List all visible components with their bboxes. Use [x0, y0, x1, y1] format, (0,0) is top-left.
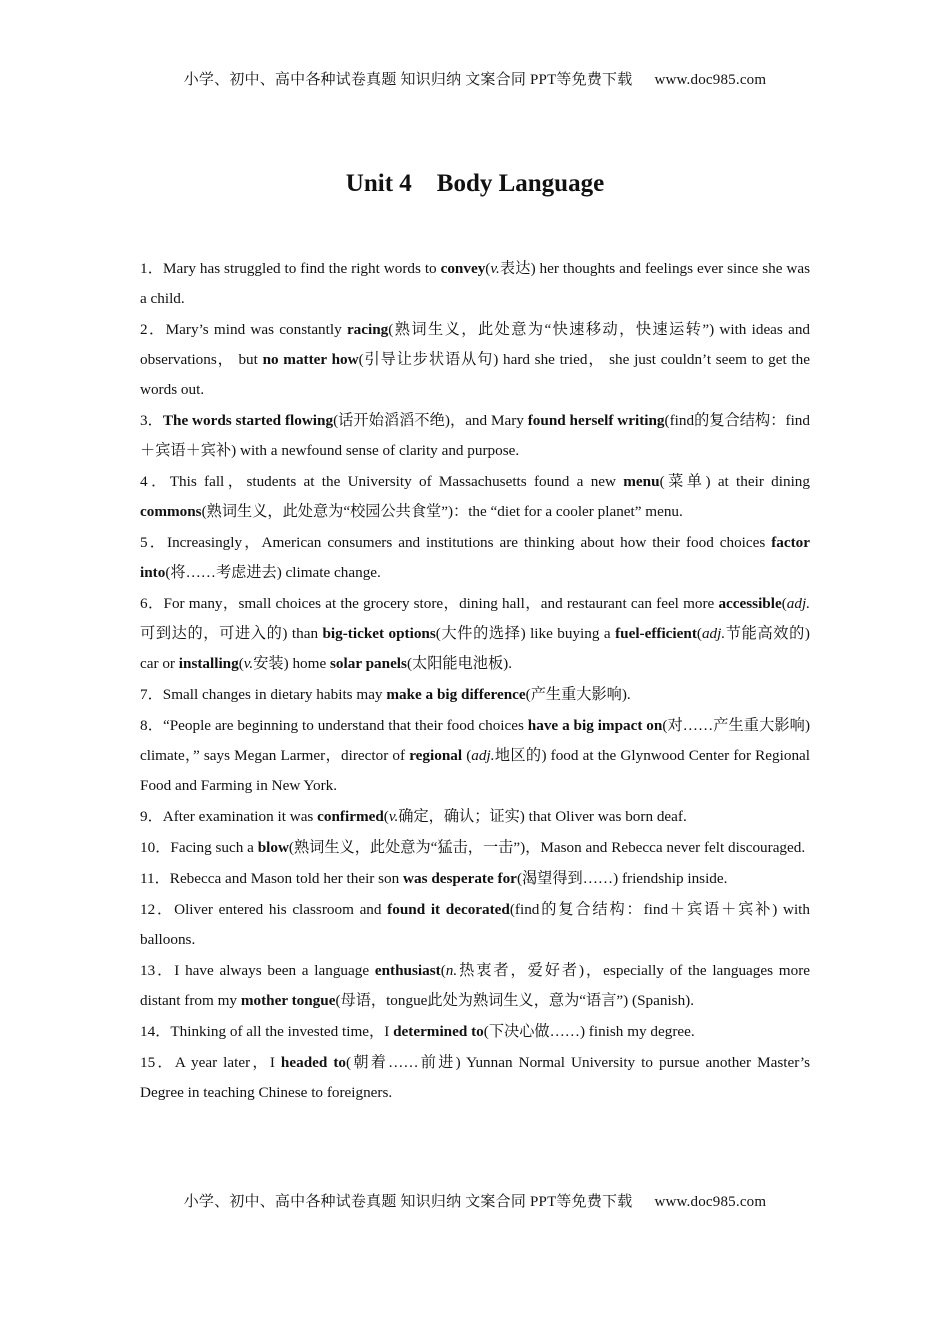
- header-site-link[interactable]: www.doc985.com: [654, 72, 767, 88]
- key-phrase: solar panels: [330, 655, 407, 672]
- sentence-item: [140, 1048, 810, 1108]
- part-of-speech: v.: [490, 260, 500, 277]
- sentence-item: [140, 1017, 810, 1047]
- sentence-text: (母语，tongue此处为熟词生义，意为“语言”) (Spanish).: [335, 992, 695, 1009]
- sentence-text: 1．Mary has struggled to find the right words to: [140, 260, 441, 277]
- key-phrase: menu: [623, 473, 660, 490]
- sentence-item: [140, 467, 810, 527]
- sentence-text: (朝着……前进) Yunnan Normal University to pursue another Master’s Degree in teaching Chinese to foreigners.: [140, 1054, 810, 1101]
- sentence-item: [140, 680, 810, 710]
- sentence-item: [140, 589, 810, 679]
- key-phrase: was desperate for: [403, 870, 517, 887]
- sentence-text: 安装) home: [253, 655, 330, 672]
- sentence-text: (产生重大影响).: [525, 686, 631, 703]
- key-phrase: racing: [346, 321, 389, 338]
- key-phrase: The words started flowing: [162, 412, 334, 429]
- sentence-text: 3．: [140, 412, 163, 429]
- sentence-text: 确定，确认；证实) that Oliver was born deaf.: [398, 808, 687, 825]
- sentence-text: (find的复合结构：find＋宾语＋宾补) with a newfound sense of clarity and purpose.: [140, 412, 810, 459]
- sentence-text: (大件的选择) like buying a: [435, 625, 616, 642]
- sentence-text: 2．Mary’s mind was constantly: [140, 321, 347, 338]
- key-phrase: no matter how: [262, 351, 359, 368]
- part-of-speech: adj.: [471, 747, 495, 764]
- key-phrase: installing: [178, 655, 239, 672]
- sentence-item: [140, 895, 810, 955]
- sentence-text: 15．A year later，I: [140, 1054, 281, 1071]
- sentence-text: 5．Increasingly，American consumers and institutions are thinking about how their food choices: [140, 534, 772, 551]
- sentence-text: (话开始滔滔不绝)，and Mary: [333, 412, 528, 429]
- sentence-text: 11．Rebecca and Mason told her their son: [140, 870, 404, 887]
- key-phrase: found it decorated: [387, 901, 510, 918]
- sentence-text: 10．Facing such a: [140, 839, 258, 856]
- key-phrase: commons: [140, 503, 202, 520]
- sentence-text: (熟词生义，此处意为“猛击，一击”)，Mason and Rebecca never felt discouraged.: [288, 839, 806, 856]
- part-of-speech: n.: [445, 962, 458, 979]
- sentence-text: 表达) her thoughts and feelings ever since she was a child.: [140, 260, 810, 307]
- sentence-text: (熟词生义，此处意为“快速移动，快速运转”) with ideas and observations， but: [140, 321, 811, 368]
- sentence-text: (find的复合结构：find＋宾语＋宾补) with balloons.: [140, 901, 810, 948]
- sentence-text: (渴望得到……) friendship inside.: [516, 870, 728, 887]
- key-phrase: found herself writing: [527, 412, 665, 429]
- sentence-item: [140, 254, 810, 314]
- sentence-item: [140, 711, 810, 801]
- key-phrase: factor into: [140, 534, 810, 581]
- sentence-text: 节能高效的) car or: [140, 625, 810, 672]
- sentence-text: 12．Oliver entered his classroom and: [140, 901, 388, 918]
- sentence-item: [140, 833, 810, 863]
- sentence-text: (: [462, 747, 472, 764]
- sentence-text: 地区的) food at the Glynwood Center for Regional Food and Farming in New York.: [140, 747, 810, 794]
- page-footer: [0, 1190, 950, 1211]
- sentence-text: (: [781, 595, 787, 612]
- footer-site-link[interactable]: www.doc985.com: [654, 1194, 767, 1210]
- sentence-text: (: [383, 808, 389, 825]
- vocabulary-list: [140, 254, 810, 1109]
- sentence-text: (熟词生义，此处意为“校园公共食堂”)：the “diet for a cooler planet” menu.: [201, 503, 683, 520]
- key-phrase: regional: [409, 747, 463, 764]
- sentence-text: (: [440, 962, 446, 979]
- part-of-speech: v.: [243, 655, 254, 672]
- sentence-text: (: [485, 260, 491, 277]
- sentence-item: [140, 802, 810, 832]
- key-phrase: blow: [257, 839, 289, 856]
- header-text: 小学、初中、高中各种试卷真题 知识归纳 文案合同 PPT等免费下载: [183, 72, 633, 88]
- key-phrase: convey: [440, 260, 486, 277]
- sentence-text: 4．This fall，students at the University of Massachusetts found a new: [140, 473, 624, 490]
- sentence-text: (: [238, 655, 244, 672]
- sentence-item: [140, 864, 810, 894]
- key-phrase: determined to: [393, 1023, 484, 1040]
- key-phrase: have a big impact on: [527, 717, 663, 734]
- sentence-item: [140, 528, 810, 588]
- sentence-text: 6．For many，small choices at the grocery store，dining hall，and restaurant can feel more: [140, 595, 719, 612]
- sentence-text: 13．I have always been a language: [140, 962, 375, 979]
- sentence-text: (引导让步状语从句) hard she tried， she just couldn’t seem to get the words out.: [140, 351, 810, 398]
- sentence-text: 热衷者，爱好者)，especially of the languages more distant from my: [140, 962, 810, 1009]
- sentence-text: (将……考虑进去) climate change.: [165, 564, 381, 581]
- sentence-text: 9．After examination it was: [140, 808, 318, 825]
- sentence-text: 可到达的，可进入的) than: [140, 625, 323, 642]
- sentence-item: [140, 406, 810, 466]
- part-of-speech: adj.: [701, 625, 726, 642]
- sentence-item: [140, 956, 810, 1016]
- key-phrase: accessible: [718, 595, 782, 612]
- sentence-text: 14．Thinking of all the invested time，I: [140, 1023, 394, 1040]
- page-header: [0, 68, 950, 89]
- sentence-text: (对……产生重大影响) climate，” says Megan Larmer，director of: [140, 717, 810, 764]
- sentence-item: [140, 315, 810, 405]
- sentence-text: (下决心做……) finish my degree.: [483, 1023, 695, 1040]
- key-phrase: enthusiast: [374, 962, 441, 979]
- footer-text: 小学、初中、高中各种试卷真题 知识归纳 文案合同 PPT等免费下载: [183, 1194, 633, 1210]
- sentence-text: 7．Small changes in dietary habits may: [140, 686, 387, 703]
- part-of-speech: v.: [388, 808, 399, 825]
- key-phrase: headed to: [280, 1054, 347, 1071]
- part-of-speech: adj.: [786, 595, 810, 612]
- sentence-text: (菜单) at their dining: [659, 473, 810, 490]
- sentence-text: (太阳能电池板).: [406, 655, 512, 672]
- key-phrase: make a big difference: [386, 686, 526, 703]
- key-phrase: confirmed: [317, 808, 384, 825]
- key-phrase: big-ticket options: [322, 625, 436, 642]
- key-phrase: mother tongue: [240, 992, 336, 1009]
- page-title: Unit 4 Body Language: [345, 170, 605, 197]
- sentence-text: (: [696, 625, 702, 642]
- key-phrase: fuel-efficient: [615, 625, 697, 642]
- sentence-text: 8．“People are beginning to understand that their food choices: [140, 717, 528, 734]
